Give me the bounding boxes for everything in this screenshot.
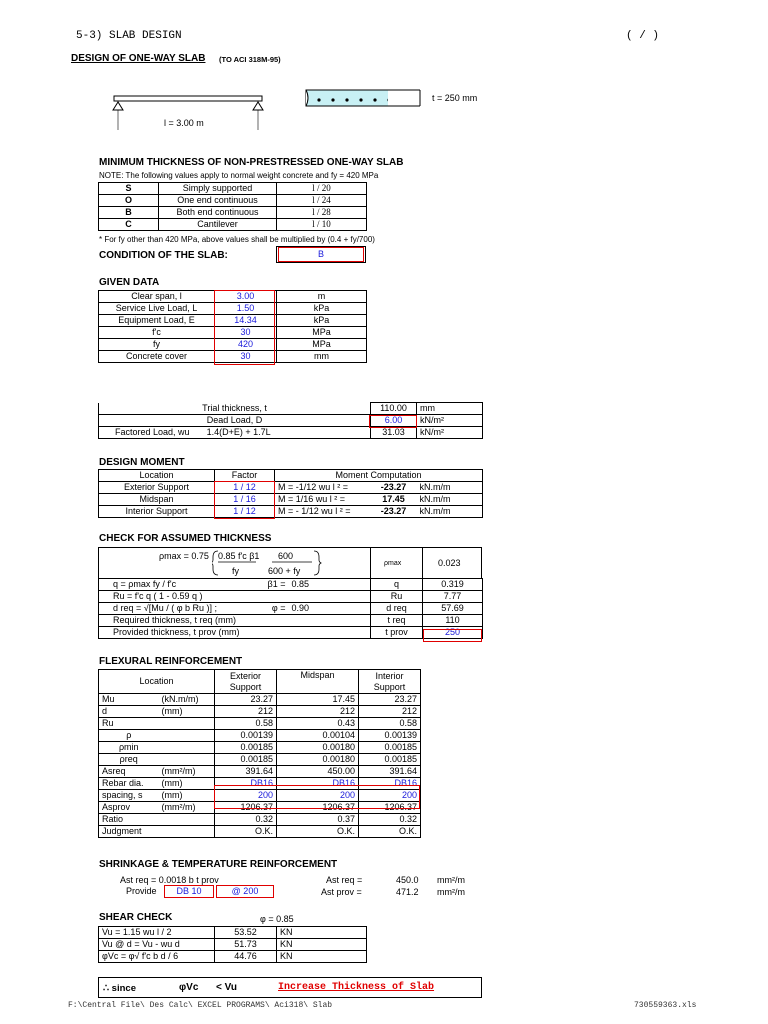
check-mid-value: [289, 627, 371, 639]
moment-unit: kN.m/m: [417, 506, 483, 518]
flex-unit: [159, 754, 215, 766]
shear-value: 53.52: [215, 927, 277, 939]
shrinkage-spacing-input[interactable]: @ 200: [216, 885, 274, 898]
moment-value: -23.27: [371, 482, 417, 494]
trial-unit: kN/m²: [417, 427, 483, 439]
given-unit: MPa: [277, 339, 367, 351]
rho-formula-b: 0.85 f'c β1: [218, 551, 260, 561]
moment-value: 17.45: [371, 494, 417, 506]
flex-interior-value: 1206.37: [359, 802, 421, 814]
check-value: 7.77: [423, 591, 483, 603]
table-header-row: [99, 470, 483, 482]
check-mid-label: β1 =: [249, 579, 289, 591]
header-midspan: Midspan: [277, 670, 359, 694]
slab-section-sketch: [302, 86, 427, 112]
header-location: Location: [99, 670, 215, 694]
table-row: [99, 415, 483, 427]
thickness-ratio: l / 10: [277, 219, 367, 231]
flex-exterior-input[interactable]: 200: [215, 790, 277, 802]
flex-exterior-value: 1206.37: [215, 802, 277, 814]
moment-location: Exterior Support: [99, 482, 215, 494]
given-value-input[interactable]: 14.34: [215, 315, 277, 327]
shear-label: φVc = φ√ f'c b d / 6: [99, 951, 215, 963]
design-moment-heading: DESIGN MOMENT: [99, 457, 185, 468]
flex-exterior-value: 391.64: [215, 766, 277, 778]
table-row: [99, 814, 421, 826]
flex-interior-value: 391.64: [359, 766, 421, 778]
given-label: Equipment Load, E: [99, 315, 215, 327]
table-row: [99, 482, 483, 494]
table-row: [99, 754, 421, 766]
table-row: [99, 927, 367, 939]
flexural-body: [99, 694, 421, 838]
support-code: C: [99, 219, 159, 231]
header-interior: [359, 670, 421, 694]
flex-interior-value: 0.00185: [359, 742, 421, 754]
check-formula: q = ρmax fy / f'c: [99, 579, 249, 591]
min-thickness-table: [98, 182, 367, 231]
flex-label: d: [99, 706, 159, 718]
given-unit: kPa: [277, 315, 367, 327]
file-name: 730559363.xls: [634, 1001, 697, 1010]
min-thickness-note: NOTE: The following values apply to normal weight concrete and fy = 420 MPa: [99, 171, 379, 180]
flex-exterior-value: 0.32: [215, 814, 277, 826]
flex-unit: [159, 814, 215, 826]
support-code: B: [99, 207, 159, 219]
ast-prov-label: Ast prov =: [321, 887, 362, 897]
phivc-label: φVc: [179, 982, 199, 993]
flex-midspan-value: 450.00: [277, 766, 359, 778]
flex-label: ρ: [99, 730, 159, 742]
check-thickness-heading: CHECK FOR ASSUMED THICKNESS: [99, 533, 272, 544]
table-row: [99, 730, 421, 742]
flex-label: Mu: [99, 694, 159, 706]
flex-interior-value: 23.27: [359, 694, 421, 706]
flex-exterior-value: 0.00185: [215, 742, 277, 754]
given-value-input[interactable]: 30: [215, 327, 277, 339]
flex-exterior-value: 0.00139: [215, 730, 277, 742]
flex-interior-value: 0.58: [359, 718, 421, 730]
trial-unit: kN/m²: [417, 415, 483, 427]
moment-factor-input[interactable]: 1 / 12: [215, 506, 275, 518]
flex-label: Rebar dia.: [99, 778, 159, 790]
flex-midspan-value: 0.00180: [277, 754, 359, 766]
header-factor: Factor: [215, 470, 275, 482]
table-row: [99, 494, 483, 506]
fy-footnote: * For fy other than 420 MPa, above values shall be multiplied by (0.4 + fy/700): [99, 235, 375, 244]
trial-label: Trial thickness, t: [99, 403, 371, 415]
flex-exterior-value: 0.58: [215, 718, 277, 730]
flex-label: Asprov: [99, 802, 159, 814]
table-header-row: [99, 670, 421, 694]
rho-divider: [422, 547, 423, 579]
flex-midspan-input[interactable]: DB16: [277, 778, 359, 790]
shear-label: Vu = 1.15 wu l / 2: [99, 927, 215, 939]
flex-midspan-value: 0.43: [277, 718, 359, 730]
flex-midspan-input[interactable]: 200: [277, 790, 359, 802]
header-interior-1: Interior: [375, 670, 404, 681]
flex-midspan-value: 212: [277, 706, 359, 718]
header-exterior-1: Exterior: [229, 670, 261, 681]
given-data-heading: GIVEN DATA: [99, 277, 160, 288]
shear-unit: KN: [277, 927, 367, 939]
check-formula: Ru = f'c q ( 1 - 0.59 q ): [99, 591, 249, 603]
table-row: [99, 603, 483, 615]
shear-table: [98, 926, 367, 963]
check-mid-label: [249, 615, 289, 627]
factor-input-highlight: [214, 481, 275, 519]
table-row: [99, 718, 421, 730]
provided-thickness-input[interactable]: 250: [423, 627, 483, 639]
flex-unit: [159, 826, 215, 838]
flex-unit: (mm²/m): [159, 766, 215, 778]
table-row: [99, 591, 483, 603]
flex-midspan-value: 0.00104: [277, 730, 359, 742]
flex-exterior-value: 0.00185: [215, 754, 277, 766]
table-row: [99, 506, 483, 518]
header-computation: Moment Computation: [275, 470, 483, 482]
given-value-input[interactable]: 30: [215, 351, 277, 363]
file-path: F:\Central File\ Des Calc\ EXCEL PROGRAMS\ Aci318\ Slab: [68, 1001, 333, 1010]
support-desc: Both end continuous: [159, 207, 277, 219]
header-exterior-2: Support: [229, 681, 262, 692]
code-reference: (TO ACI 318M-95): [219, 55, 281, 64]
table-row: [99, 951, 367, 963]
flexural-heading: FLEXURAL REINFORCEMENT: [99, 656, 243, 667]
flex-interior-input[interactable]: 200: [359, 790, 421, 802]
check-mid-value: 0.90: [289, 603, 371, 615]
flex-unit: (kN.m/m): [159, 694, 215, 706]
dead-load-input[interactable]: 6.00: [371, 415, 417, 427]
moment-formula: M = 1/16 wu l ² =: [275, 494, 371, 506]
table-row: [99, 694, 421, 706]
shear-value: 44.76: [215, 951, 277, 963]
header-exterior: [215, 670, 277, 694]
shear-unit: KN: [277, 939, 367, 951]
check-symbol: q: [371, 579, 423, 591]
flex-unit: (mm²/m): [159, 802, 215, 814]
flexural-table: [98, 669, 421, 838]
flex-midspan-value: 1206.37: [277, 802, 359, 814]
shrinkage-bar-input[interactable]: DB 10: [164, 885, 214, 898]
table-row: [99, 615, 483, 627]
flex-unit: [159, 742, 215, 754]
page-marker: ( / ): [626, 30, 660, 42]
trial-value: 110.00: [371, 403, 417, 415]
given-input-highlight: [214, 290, 275, 365]
check-mid-value: [289, 615, 371, 627]
flex-interior-value: O.K.: [359, 826, 421, 838]
given-unit: m: [277, 291, 367, 303]
flex-exterior-value: O.K.: [215, 826, 277, 838]
moment-location: Interior Support: [99, 506, 215, 518]
check-value: 110: [423, 615, 483, 627]
check-formula: Provided thickness, t prov (mm): [99, 627, 249, 639]
flex-label: Ru: [99, 718, 159, 730]
ast-unit: mm²/m: [437, 875, 465, 885]
flex-label: Asreq: [99, 766, 159, 778]
given-label: f'c: [99, 327, 215, 339]
flex-midspan-value: 0.00180: [277, 742, 359, 754]
flex-interior-input[interactable]: DB16: [359, 778, 421, 790]
rho-formula-a: ρmax = 0.75: [159, 551, 209, 561]
header-location: Location: [99, 470, 215, 482]
check-symbol: d req: [371, 603, 423, 615]
support-code: S: [99, 183, 159, 195]
check-value: 0.319: [423, 579, 483, 591]
ast-prov-value: 471.2: [396, 887, 419, 897]
trial-value: 31.03: [371, 427, 417, 439]
document-title: DESIGN OF ONE-WAY SLAB: [71, 53, 206, 64]
support-code: O: [99, 195, 159, 207]
thickness-ratio: l / 24: [277, 195, 367, 207]
moment-factor-input[interactable]: 1 / 16: [215, 494, 275, 506]
dead-load-highlight: [369, 415, 417, 428]
table-row: [99, 427, 483, 439]
table-row: [99, 183, 367, 195]
rho-max-symbol: ρmax: [384, 560, 402, 567]
ast-req-value: 450.0: [396, 875, 419, 885]
flex-label: ρmin: [99, 742, 159, 754]
support-desc: Cantilever: [159, 219, 277, 231]
shear-value: 51.73: [215, 939, 277, 951]
check-symbol: Ru: [371, 591, 423, 603]
factored-load-formula: 1.4(D+E) + 1.7L: [206, 427, 271, 437]
given-value-input[interactable]: 420: [215, 339, 277, 351]
moment-unit: kN.m/m: [417, 494, 483, 506]
shrinkage-heading: SHRINKAGE & TEMPERATURE REINFORCEMENT: [99, 859, 338, 870]
flex-interior-value: 0.00185: [359, 754, 421, 766]
thickness-ratio: l / 20: [277, 183, 367, 195]
given-unit: MPa: [277, 327, 367, 339]
thickness-ratio: l / 28: [277, 207, 367, 219]
flex-unit: (mm): [159, 778, 215, 790]
flex-exterior-value: 212: [215, 706, 277, 718]
moment-unit: kN.m/m: [417, 482, 483, 494]
flex-unit: [159, 718, 215, 730]
rho-max-value: 0.023: [438, 558, 461, 568]
check-symbol: t req: [371, 615, 423, 627]
check-mid-value: [289, 591, 371, 603]
table-row: [99, 195, 367, 207]
ast-unit: mm²/m: [437, 887, 465, 897]
given-value-input[interactable]: 1.50: [215, 303, 277, 315]
moment-factor-input[interactable]: 1 / 12: [215, 482, 275, 494]
check-formula: Required thickness, t req (mm): [99, 615, 249, 627]
rho-brackets: [212, 549, 322, 577]
design-moment-table: [98, 469, 483, 518]
flex-label: ρreq: [99, 754, 159, 766]
check-value: 57.69: [423, 603, 483, 615]
moment-value: -23.27: [371, 506, 417, 518]
rebar-input-highlight: [214, 785, 420, 809]
trial-label: Dead Load, D: [99, 415, 371, 427]
given-unit: kPa: [277, 303, 367, 315]
left-support-icon: [113, 102, 123, 110]
table-row: [99, 579, 483, 591]
flex-unit: [159, 730, 215, 742]
support-desc: One end continuous: [159, 195, 277, 207]
flex-exterior-input[interactable]: DB16: [215, 778, 277, 790]
rho-formula-d: 600: [278, 551, 294, 561]
trial-thickness-table: [98, 402, 483, 439]
table-row: [99, 219, 367, 231]
moment-formula: M = - 1/12 wu l ² =: [275, 506, 371, 518]
check-mid-label: [249, 627, 289, 639]
given-label: Clear span, l: [99, 291, 215, 303]
given-unit: mm: [277, 351, 367, 363]
table-row: [99, 706, 421, 718]
table-row: [99, 207, 367, 219]
flex-interior-value: 0.32: [359, 814, 421, 826]
shrinkage-formula: Ast req = 0.0018 b t prov: [120, 875, 219, 885]
table-row: [99, 826, 421, 838]
lt-vu-label: < Vu: [216, 982, 238, 993]
trial-unit: mm: [417, 403, 483, 415]
moment-formula: M = -1/12 wu l ² =: [275, 482, 371, 494]
table-row: [99, 403, 483, 415]
trial-label: [99, 427, 371, 439]
flex-unit: (mm): [159, 706, 215, 718]
header-interior-2: Support: [373, 681, 406, 692]
shear-unit: KN: [277, 951, 367, 963]
flex-label: Ratio: [99, 814, 159, 826]
shear-heading: SHEAR CHECK: [99, 912, 173, 923]
condition-label: CONDITION OF THE SLAB:: [99, 250, 228, 261]
flex-interior-value: 0.00139: [359, 730, 421, 742]
flex-midspan-value: 0.37: [277, 814, 359, 826]
rho-divider: [370, 547, 371, 579]
given-label: Service Live Load, L: [99, 303, 215, 315]
min-thickness-heading: MINIMUM THICKNESS OF NON-PRESTRESSED ONE-WAY SLAB: [99, 157, 404, 168]
table-row: [99, 742, 421, 754]
flex-interior-value: 212: [359, 706, 421, 718]
flex-label: spacing, s: [99, 790, 159, 802]
factored-load-label: Factored Load, wu: [115, 427, 190, 437]
flex-exterior-value: 23.27: [215, 694, 277, 706]
check-symbol: t prov: [371, 627, 423, 639]
shear-result: Increase Thickness of Slab: [278, 982, 435, 993]
right-support-icon: [253, 102, 263, 110]
given-label: fy: [99, 339, 215, 351]
given-value-input[interactable]: 3.00: [215, 291, 277, 303]
ast-req-label: Ast req =: [326, 875, 363, 885]
flex-midspan-value: 17.45: [277, 694, 359, 706]
shear-phi: φ = 0.85: [260, 914, 294, 924]
moment-location: Midspan: [99, 494, 215, 506]
check-mid-label: [249, 591, 289, 603]
thickness-label: t = 250 mm: [432, 93, 478, 103]
section-title: 5-3) SLAB DESIGN: [76, 30, 182, 42]
span-label: l = 3.00 m: [164, 118, 204, 128]
support-desc: Simply supported: [159, 183, 277, 195]
check-mid-value: 0.85: [289, 579, 371, 591]
flex-midspan-value: O.K.: [277, 826, 359, 838]
rho-formula-c: fy: [232, 566, 240, 576]
condition-input[interactable]: B: [278, 247, 364, 262]
given-label: Concrete cover: [99, 351, 215, 363]
since-label: ∴ since: [103, 983, 136, 994]
provided-thickness-highlight: [423, 629, 482, 642]
provide-label: Provide: [126, 886, 157, 896]
table-row: [99, 939, 367, 951]
check-formula: d req = √[Mu / ( φ b Ru )] ;: [99, 603, 249, 615]
shear-label: Vu @ d = Vu - wu d: [99, 939, 215, 951]
flex-label: Judgment: [99, 826, 159, 838]
check-mid-label: φ =: [249, 603, 289, 615]
rho-formula-e: 600 + fy: [268, 566, 301, 576]
table-row: [99, 766, 421, 778]
flex-unit: (mm): [159, 790, 215, 802]
